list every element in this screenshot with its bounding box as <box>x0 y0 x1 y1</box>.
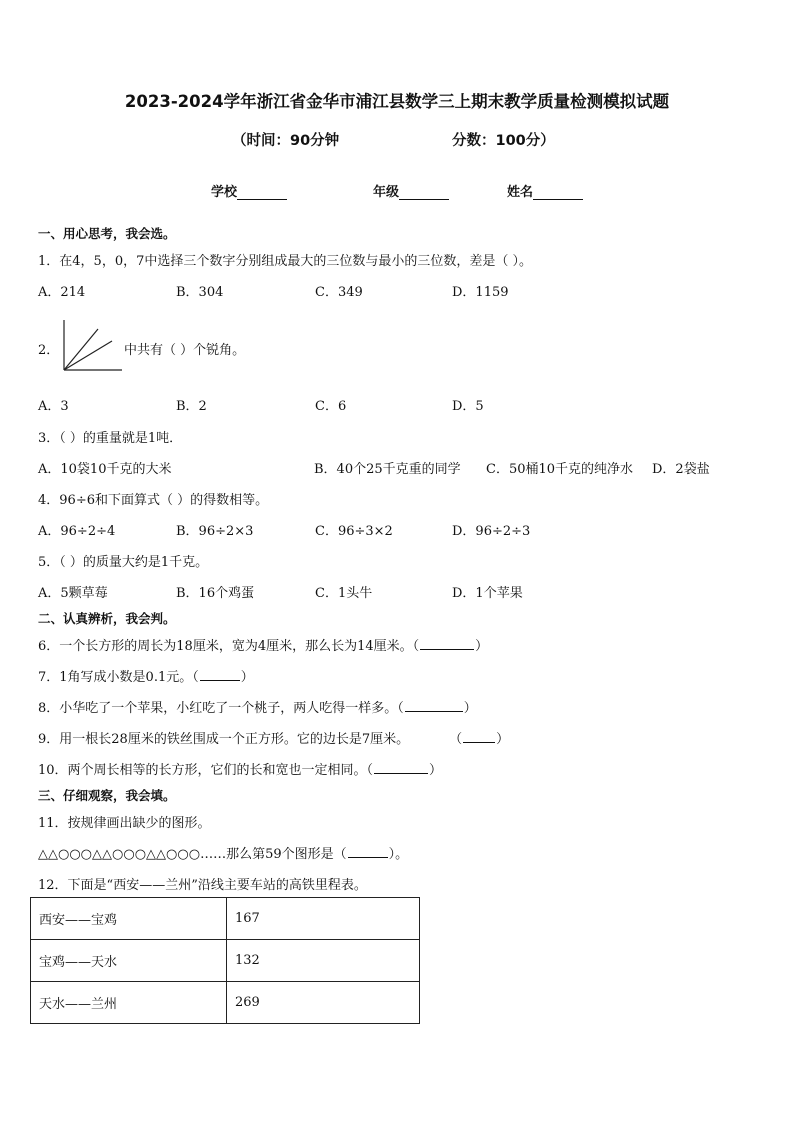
table-cell-distance: 132 <box>227 940 420 982</box>
q11-close: ）。 <box>388 847 409 862</box>
q8-answer-blank[interactable] <box>405 699 463 712</box>
q1-option-a[interactable]: A．214 <box>38 285 86 300</box>
q2-option-b[interactable]: B．2 <box>176 399 207 414</box>
name-field[interactable] <box>507 181 583 200</box>
question-11-pattern <box>38 843 408 862</box>
q8-close: ） <box>463 701 477 716</box>
page-title: 2023-2024学年浙江省金华市浦江县数学三上期末教学质量检测模拟试题 <box>124 92 670 111</box>
q9-text: 9．用一根长28厘米的铁丝围成一个正方形。它的边长是7厘米。 <box>38 732 410 747</box>
q11-answer-blank[interactable] <box>348 845 388 858</box>
question-3: 3．（ ）的重量就是1吨． <box>38 431 183 446</box>
q6-text: 6．一个长方形的周长为18厘米，宽为4厘米，那么长为14厘米。（ <box>38 639 420 654</box>
q6-answer-blank[interactable] <box>420 637 474 650</box>
grade-blank[interactable] <box>399 185 449 200</box>
question-2-number: 2． <box>38 343 60 358</box>
table-cell-distance: 269 <box>227 982 420 1024</box>
section-heading-2: 二、认真辨析，我会判。 <box>38 611 176 626</box>
question-4: 4．96÷6和下面算式（ ）的得数相等。 <box>38 493 269 508</box>
exam-time: （时间：90分钟 <box>232 133 340 149</box>
table-cell-route: 西安——宝鸡 <box>31 898 227 940</box>
q11-prompt: ……那么第59个图形是（ <box>200 847 347 862</box>
q10-text: 10．两个周长相等的长方形，它们的长和宽也一定相同。（ <box>38 763 374 778</box>
table-cell-distance: 167 <box>227 898 420 940</box>
table-row <box>31 940 420 982</box>
q4-option-a[interactable]: A．96÷2÷4 <box>38 524 116 539</box>
q3-option-c[interactable]: C．50桶10千克的纯净水 <box>486 462 634 477</box>
q4-option-d[interactable]: D．96÷2÷3 <box>452 524 531 539</box>
school-label: 学校 <box>211 185 238 200</box>
question-9 <box>38 728 509 747</box>
angle-diagram <box>60 316 124 372</box>
q5-option-a[interactable]: A．5颗草莓 <box>38 586 108 601</box>
q1-option-b[interactable]: B．304 <box>176 285 224 300</box>
school-blank[interactable] <box>237 185 287 200</box>
q2-option-d[interactable]: D．5 <box>452 399 484 414</box>
question-7 <box>38 666 254 685</box>
q1-option-d[interactable]: D．1159 <box>452 285 509 300</box>
question-11: 11．按规律画出缺少的图形。 <box>38 816 211 831</box>
q2-option-a[interactable]: A．3 <box>38 399 69 414</box>
question-2: 中共有（ ）个锐角。 <box>124 343 246 358</box>
table-row <box>31 898 420 940</box>
q3-option-d[interactable]: D．2袋盐 <box>652 462 710 477</box>
mileage-table <box>30 897 420 1024</box>
question-1: 1．在4，5，0，7中选择三个数字分别组成最大的三位数与最小的三位数，差是（ ）。 <box>38 254 532 269</box>
section-heading-3: 三、仔细观察，我会填。 <box>38 788 176 803</box>
q5-option-c[interactable]: C．1头牛 <box>315 586 373 601</box>
question-8 <box>38 697 477 716</box>
q2-option-c[interactable]: C．6 <box>315 399 347 414</box>
name-blank[interactable] <box>533 185 583 200</box>
q6-close: ） <box>475 639 489 654</box>
q8-text: 8．小华吃了一个苹果，小红吃了一个桃子，两人吃得一样多。（ <box>38 701 404 716</box>
q7-text: 7．1角写成小数是0.1元。（ <box>38 670 199 685</box>
q5-option-d[interactable]: D．1个苹果 <box>452 586 523 601</box>
q7-close: ） <box>240 670 254 685</box>
q4-option-c[interactable]: C．96÷3×2 <box>315 524 393 539</box>
table-row <box>31 982 420 1024</box>
q9-answer-blank[interactable] <box>463 730 495 743</box>
school-field[interactable] <box>211 181 287 200</box>
q4-option-b[interactable]: B．96÷2×3 <box>176 524 254 539</box>
question-10 <box>38 759 442 778</box>
question-6 <box>38 635 488 654</box>
q10-answer-blank[interactable] <box>374 761 428 774</box>
q5-option-b[interactable]: B．16个鸡蛋 <box>176 586 255 601</box>
shape-sequence: △△○○○△△○○○△△○○○ <box>38 847 201 862</box>
grade-label: 年级 <box>373 185 400 200</box>
q7-answer-blank[interactable] <box>200 668 240 681</box>
q1-option-c[interactable]: C．349 <box>315 285 363 300</box>
q3-option-b[interactable]: B．40个25千克重的同学 <box>314 462 461 477</box>
exam-score: 分数：100分） <box>452 133 555 149</box>
grade-field[interactable] <box>373 181 449 200</box>
table-cell-route: 宝鸡——天水 <box>31 940 227 982</box>
section-heading-1: 一、用心思考，我会选。 <box>38 226 176 241</box>
table-cell-route: 天水——兰州 <box>31 982 227 1024</box>
q9-close: ） <box>496 732 510 747</box>
name-label: 姓名 <box>507 185 534 200</box>
q3-option-a[interactable]: A．10袋10千克的大米 <box>38 462 172 477</box>
q10-close: ） <box>429 763 443 778</box>
question-12: 12．下面是“西安——兰州”沿线主要车站的高铁里程表。 <box>38 878 367 893</box>
question-5: 5．（ ）的质量大约是1千克。 <box>38 555 209 570</box>
q9-open: （ <box>449 732 463 747</box>
